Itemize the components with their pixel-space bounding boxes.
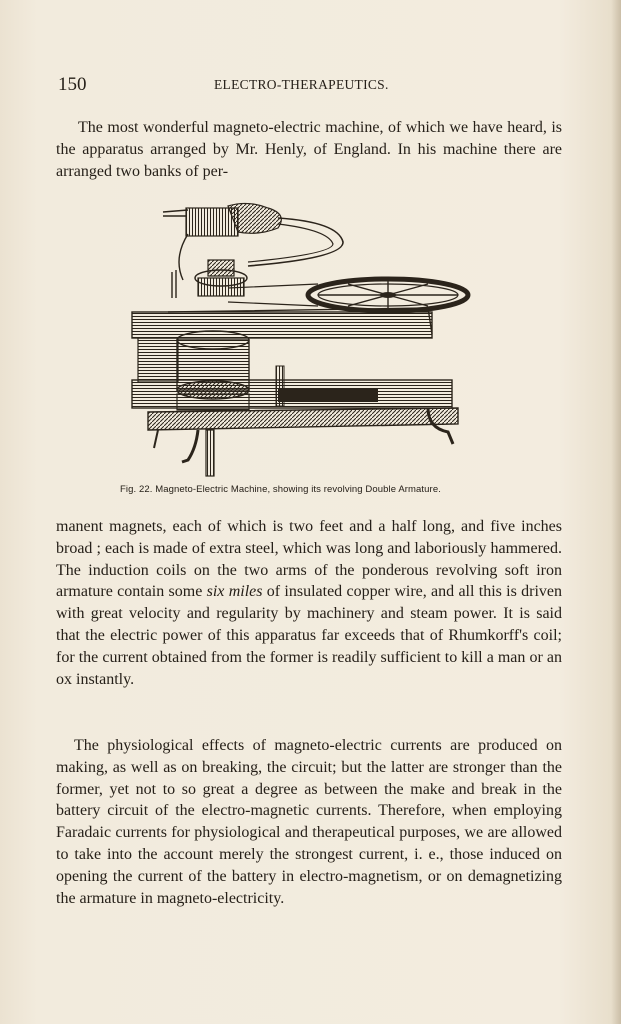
figure-magneto-electric-machine <box>128 198 473 480</box>
flywheel <box>228 279 468 311</box>
paragraph-magnets-text-b: of insulated copper wire, and all this is driven with great velocity and regularity by machinery and steam power. It is said that the electric power of this apparatus far exceeds that of Rhumkorff's coil; for the current obtained from the former is readily sufficient to kill a man or an ox instantly. <box>56 583 563 688</box>
paragraph-physiological-effects: The physiological effects of magneto-electric currents are produced on making, as well as on breaking, the circuit; but the latter are stronger than the former, yet not to so great a degree as between the make and break in the battery circuit of the electro-magnetic currents. Therefore, when employing Faradaic currents for physiological and therapeutical purposes, we are allowed to take into the account merely the strongest current, i. e., those induced on opening the current of the battery in electro-magnetism, or on demagnetizing the armature in magneto-electricity. <box>56 737 562 907</box>
running-title: ELECTRO-THERAPEUTICS. <box>214 77 389 92</box>
paragraph-magnets-emphasis: six miles <box>206 583 263 601</box>
paragraph-magnets-text-a: manent magnets, each of which is two feet and a half long, and five inches broad ; each is made of extra steel, which was long and laboriously hammered. The induction coils on the two arms of the ponderous revolving soft iron armature contain some <box>56 518 562 601</box>
page-header <box>58 74 562 96</box>
page-number: 150 <box>58 74 87 95</box>
paragraph-magnets <box>56 516 562 690</box>
hand-handles <box>163 203 343 280</box>
figure-caption: Fig. 22. Magneto-Electric Machine, showing its revolving Double Armature. <box>120 484 441 495</box>
paragraph-intro: The most wonderful magneto-electric machine, of which we have heard, is the apparatus arranged by Mr. Henly, of England. In his machine there are arranged two banks of per- <box>56 119 562 180</box>
base-frame <box>148 408 458 476</box>
machine-illustration <box>128 198 473 480</box>
page-edge-shadow <box>611 0 621 1024</box>
